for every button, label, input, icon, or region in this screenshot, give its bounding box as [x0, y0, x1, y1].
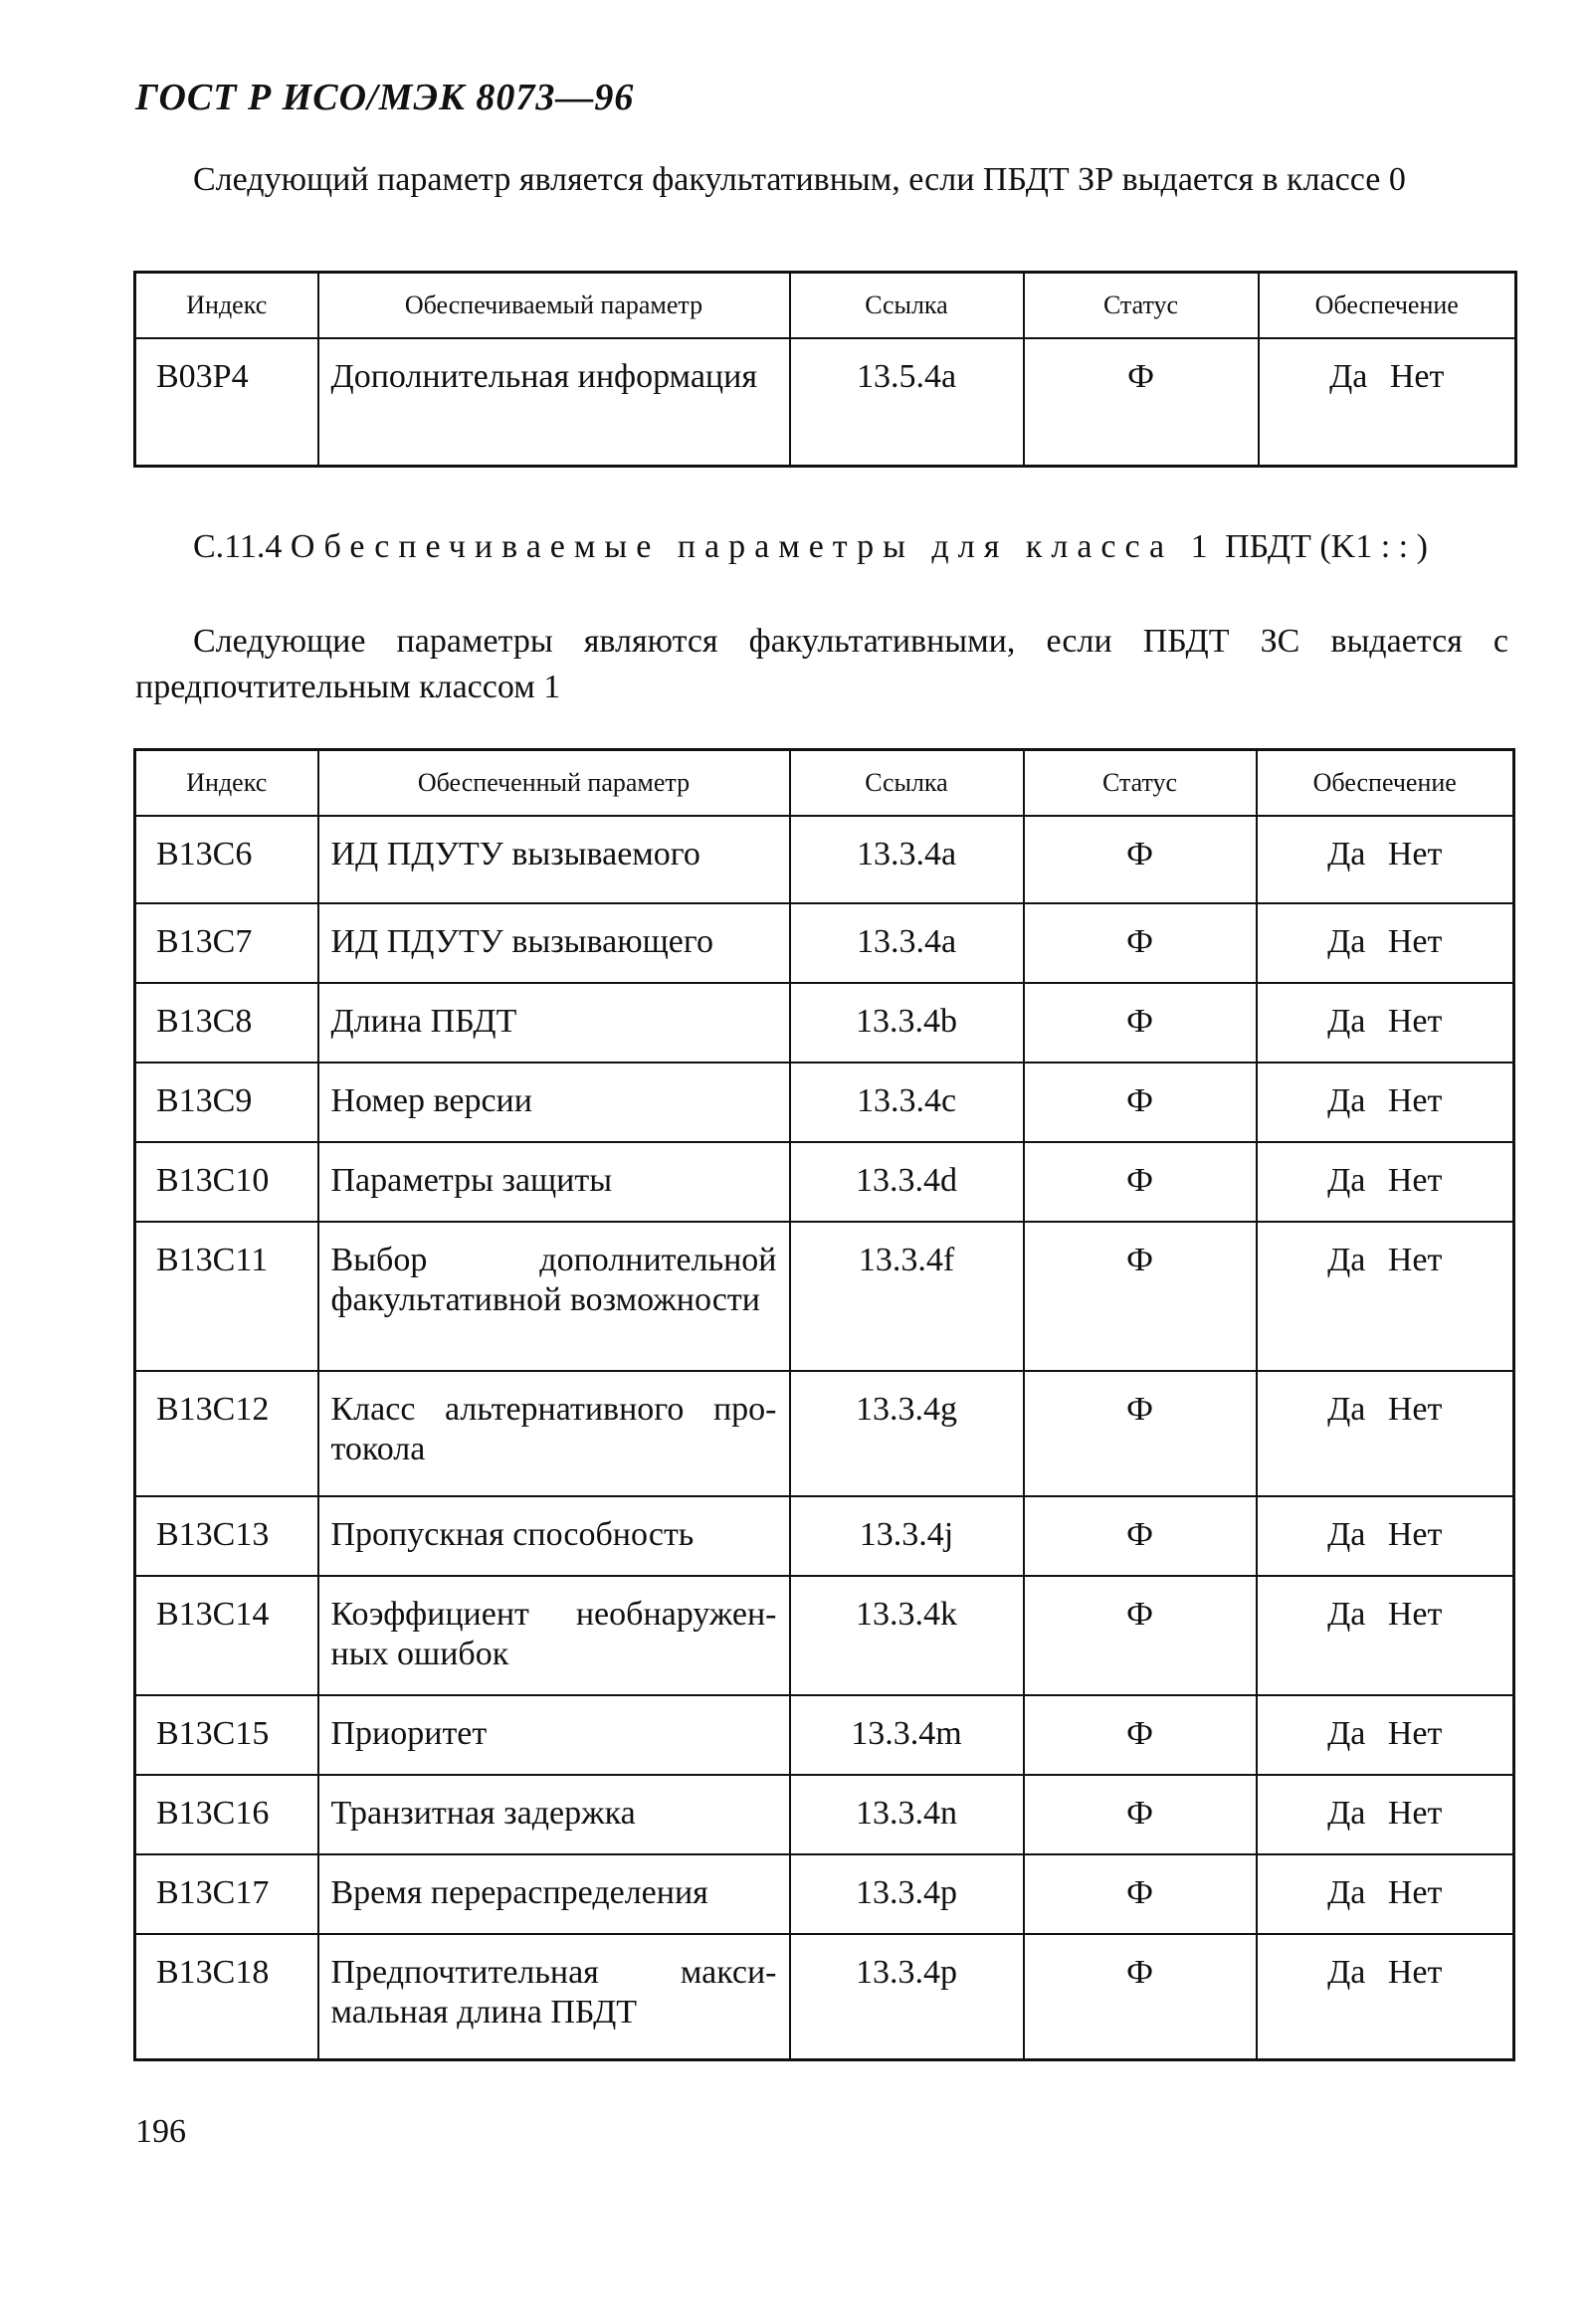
table-row — [135, 1576, 1514, 1695]
header-provision: Обеспечение — [1259, 273, 1516, 339]
cell-reference: 13.3.4k — [790, 1576, 1024, 1695]
cell-index: B13C7 — [135, 903, 318, 983]
cell-reference: 13.3.4a — [790, 903, 1024, 983]
cell-reference: 13.3.4c — [790, 1063, 1024, 1142]
table-row — [135, 1775, 1514, 1854]
cell-parameter: Выбор дополнительной факультативной возможности — [318, 1222, 790, 1371]
cell-provision: Да Нет — [1257, 1576, 1514, 1695]
cell-parameter: Номер версии — [318, 1063, 790, 1142]
table-row — [135, 983, 1514, 1063]
cell-status: Ф — [1024, 1496, 1257, 1576]
cell-index: B13C9 — [135, 1063, 318, 1142]
table-header-row — [135, 750, 1514, 817]
header-parameter: Обеспеченный параметр — [318, 750, 790, 817]
cell-reference: 13.3.4p — [790, 1854, 1024, 1934]
cell-index: B13C18 — [135, 1934, 318, 2060]
cell-parameter: Класс альтернативного протокола — [318, 1371, 790, 1496]
cell-reference: 13.3.4p — [790, 1934, 1024, 2060]
section-title: Обеспечиваемые параметры для класса 1 — [290, 528, 1217, 565]
table-row — [135, 1063, 1514, 1142]
cell-reference: 13.3.4j — [790, 1496, 1024, 1576]
page-header: ГОСТ Р ИСО/МЭК 8073—96 — [135, 77, 635, 118]
header-index: Индекс — [135, 273, 318, 339]
cell-status: Ф — [1024, 816, 1257, 903]
table-row — [135, 1496, 1514, 1576]
header-provision: Обеспечение — [1257, 750, 1514, 817]
cell-index: B13C11 — [135, 1222, 318, 1371]
table-row — [135, 816, 1514, 903]
cell-reference: 13.3.4d — [790, 1142, 1024, 1222]
cell-status: Ф — [1024, 983, 1257, 1063]
cell-status: Ф — [1024, 1063, 1257, 1142]
table-row — [135, 903, 1514, 983]
cell-provision: Да Нет — [1257, 1775, 1514, 1854]
cell-provision: Да Нет — [1259, 338, 1516, 467]
cell-index: B13C13 — [135, 1496, 318, 1576]
intro-paragraph-2-text: Следующие параметры являются факультативными, если ПБДТ ЗС выдается с предпочтительным классом 1 — [135, 623, 1508, 705]
header-parameter: Обеспечиваемый параметр — [318, 273, 790, 339]
header-status: Статус — [1024, 750, 1257, 817]
cell-parameter: Транзитная задержка — [318, 1775, 790, 1854]
cell-index: B13C6 — [135, 816, 318, 903]
cell-index: B13C8 — [135, 983, 318, 1063]
section-number: С.11.4 — [193, 528, 283, 565]
cell-parameter: Приоритет — [318, 1695, 790, 1775]
cell-provision: Да Нет — [1257, 1063, 1514, 1142]
table-row — [135, 1222, 1514, 1371]
cell-provision: Да Нет — [1257, 1371, 1514, 1496]
cell-reference: 13.3.4b — [790, 983, 1024, 1063]
cell-provision: Да Нет — [1257, 1854, 1514, 1934]
table-row — [135, 338, 1516, 467]
cell-parameter: Пропускная способность — [318, 1496, 790, 1576]
cell-index: B13C17 — [135, 1854, 318, 1934]
table-row — [135, 1142, 1514, 1222]
cell-index: B03P4 — [135, 338, 318, 467]
cell-index: B13C10 — [135, 1142, 318, 1222]
cell-provision: Да Нет — [1257, 1496, 1514, 1576]
cell-status: Ф — [1024, 903, 1257, 983]
intro-paragraph-2 — [135, 619, 1508, 710]
cell-index: B13C16 — [135, 1775, 318, 1854]
table-body — [135, 816, 1514, 2060]
cell-parameter: Предпочтительная максимальная длина ПБДТ — [318, 1934, 790, 2060]
cell-status: Ф — [1024, 1695, 1257, 1775]
table-header-row — [135, 273, 1516, 339]
header-reference: Ссылка — [790, 750, 1024, 817]
cell-status: Ф — [1024, 338, 1259, 467]
cell-parameter: ИД ПДУТУ вызываемого — [318, 816, 790, 903]
cell-status: Ф — [1024, 1934, 1257, 2060]
cell-provision: Да Нет — [1257, 816, 1514, 903]
cell-reference: 13.3.4g — [790, 1371, 1024, 1496]
cell-index: B13C15 — [135, 1695, 318, 1775]
cell-provision: Да Нет — [1257, 1142, 1514, 1222]
table-row — [135, 1934, 1514, 2060]
cell-status: Ф — [1024, 1576, 1257, 1695]
cell-status: Ф — [1024, 1222, 1257, 1371]
cell-status: Ф — [1024, 1142, 1257, 1222]
cell-reference: 13.3.4m — [790, 1695, 1024, 1775]
cell-index: B13C12 — [135, 1371, 318, 1496]
table-row — [135, 1695, 1514, 1775]
cell-parameter: Время перераспределения — [318, 1854, 790, 1934]
parameters-table-class-0 — [133, 271, 1517, 468]
cell-parameter: Длина ПБДТ — [318, 983, 790, 1063]
section-heading — [135, 523, 1508, 571]
table-row — [135, 1854, 1514, 1934]
header-reference: Ссылка — [790, 273, 1024, 339]
cell-index: B13C14 — [135, 1576, 318, 1695]
cell-provision: Да Нет — [1257, 1695, 1514, 1775]
cell-provision: Да Нет — [1257, 1934, 1514, 2060]
cell-provision: Да Нет — [1257, 1222, 1514, 1371]
cell-parameter: Дополнительная информация — [318, 338, 790, 467]
cell-status: Ф — [1024, 1775, 1257, 1854]
cell-status: Ф — [1024, 1371, 1257, 1496]
cell-reference: 13.3.4n — [790, 1775, 1024, 1854]
cell-reference: 13.3.4f — [790, 1222, 1024, 1371]
cell-status: Ф — [1024, 1854, 1257, 1934]
section-title-tail: ПБДТ (K1 : : ) — [1225, 528, 1428, 565]
cell-parameter: Параметры защиты — [318, 1142, 790, 1222]
page-number: 196 — [135, 2113, 186, 2150]
intro-paragraph-1 — [135, 157, 1508, 203]
intro-paragraph-1-text: Следующий параметр является факультативным, если ПБДТ ЗР выдается в классе 0 — [193, 161, 1406, 198]
cell-provision: Да Нет — [1257, 983, 1514, 1063]
cell-parameter: ИД ПДУТУ вызывающего — [318, 903, 790, 983]
cell-reference: 13.3.4a — [790, 816, 1024, 903]
cell-parameter: Коэффициент необнаруженных ошибок — [318, 1576, 790, 1695]
cell-reference: 13.5.4a — [790, 338, 1024, 467]
table-row — [135, 1371, 1514, 1496]
parameters-table-class-1 — [133, 748, 1515, 2061]
header-index: Индекс — [135, 750, 318, 817]
header-status: Статус — [1024, 273, 1259, 339]
cell-provision: Да Нет — [1257, 903, 1514, 983]
